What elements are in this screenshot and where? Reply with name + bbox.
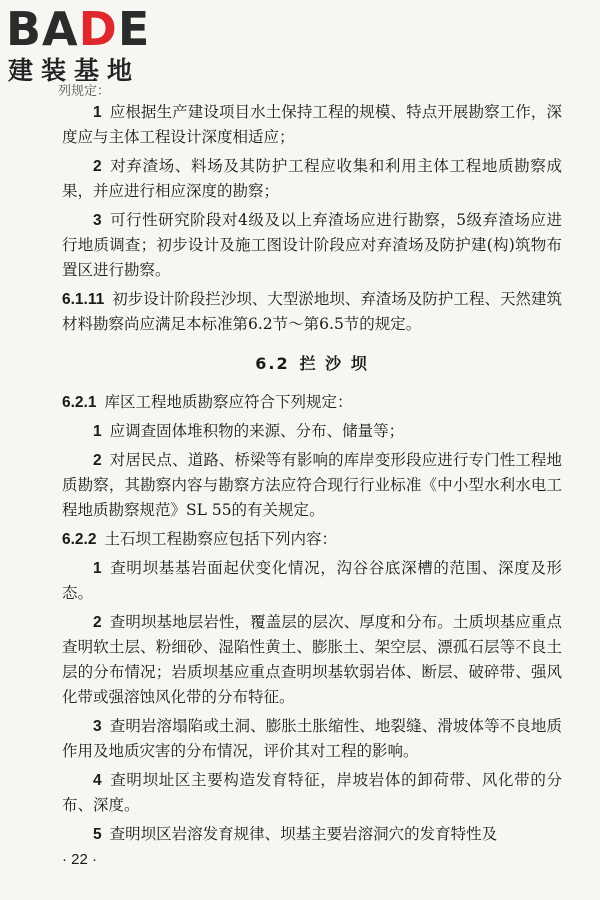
list-item xyxy=(62,822,562,847)
item-text: 查明岩溶塌陷或土洞、膨胀土胀缩性、地裂缝、滑坡体等不良地质作用及地质灾害的分布情况，评价其对工程的影响。 xyxy=(62,717,562,760)
item-text: 应调查固体堆积物的来源、分布、储量等； xyxy=(109,422,405,440)
list-item xyxy=(62,100,562,150)
item-text: 可行性研究阶段对4级及以上弃渣场应进行勘察，5级弃渣场应进行地质调查；初步设计及施工图设计阶段应对弃渣场及防护建(构)筑物布置区进行勘察。 xyxy=(62,211,562,279)
logo-subtitle: 建装基地 xyxy=(8,56,141,85)
item-text: 查明坝区岩溶发育规律、坝基主要岩溶洞穴的发育特性及 xyxy=(109,825,498,843)
item-text: 应根据生产建设项目水土保持工程的规模、特点开展勘察工作，深度应与主体工程设计深度相适应； xyxy=(62,103,562,146)
list-item xyxy=(62,419,562,444)
item-number: 1 xyxy=(93,423,102,440)
cutoff-text: 列规定： xyxy=(58,84,111,99)
list-item xyxy=(62,154,562,204)
clause-number: 6.2.1 xyxy=(62,394,97,411)
item-number: 2 xyxy=(93,158,102,175)
item-number: 3 xyxy=(93,212,102,229)
section-number: 6.2 xyxy=(255,354,290,373)
item-number: 1 xyxy=(93,104,102,121)
logo xyxy=(6,4,186,94)
logo-brand-accent: D xyxy=(78,2,118,56)
clause-number: 6.1.11 xyxy=(62,291,105,308)
list-item xyxy=(62,610,562,710)
page-number: · 22 · xyxy=(62,851,98,868)
item-number: 1 xyxy=(93,560,102,577)
item-number: 2 xyxy=(93,614,102,631)
section-title: 拦 沙 坝 xyxy=(299,354,369,373)
item-text: 查明坝址区主要构造发育特征，岸坡岩体的卸荷带、风化带的分布、深度。 xyxy=(62,771,562,814)
logo-brand-left: BA xyxy=(6,2,79,56)
list-item xyxy=(62,768,562,818)
clause-6-2-1 xyxy=(62,390,562,415)
document-body xyxy=(62,100,562,851)
clause-text: 土石坝工程勘察应包括下列内容： xyxy=(104,530,337,548)
clause-text: 初步设计阶段拦沙坝、大型淤地坝、弃渣场及防护工程、天然建筑材料勘察尚应满足本标准第6.2节～第6.5节的规定。 xyxy=(62,290,562,333)
clause-text: 库区工程地质勘察应符合下列规定： xyxy=(104,393,353,411)
list-item xyxy=(62,714,562,764)
list-item xyxy=(62,556,562,606)
item-text: 查明坝基地层岩性，覆盖层的层次、厚度和分布。土质坝基应重点查明软土层、粉细砂、湿陷性黄土、膨胀土、架空层、漂孤石层等不良土层的分布情况；岩质坝基应重点查明坝基软弱岩体、断层、破碎带、强风化带或强溶蚀风化带的分布特征。 xyxy=(62,613,562,706)
section-heading xyxy=(62,351,562,376)
list-item xyxy=(62,208,562,283)
item-number: 3 xyxy=(93,718,102,735)
item-number: 4 xyxy=(93,772,102,789)
list-item xyxy=(62,448,562,523)
item-text: 对弃渣场、料场及其防护工程应收集和利用主体工程地质勘察成果，并应进行相应深度的勘察； xyxy=(62,157,562,200)
item-number: 5 xyxy=(93,826,102,843)
item-number: 2 xyxy=(93,452,102,469)
item-text: 查明坝基基岩面起伏变化情况，沟谷谷底深槽的范围、深度及形态。 xyxy=(62,559,562,602)
clause-6-1-11 xyxy=(62,287,562,337)
clause-6-2-2 xyxy=(62,527,562,552)
logo-brand-right: E xyxy=(117,2,151,56)
item-text: 对居民点、道路、桥梁等有影响的库岸变形段应进行专门性工程地质勘察，其勘察内容与勘察方法应符合现行行业标准《中小型水利水电工程地质勘察规范》SL 55的有关规定。 xyxy=(62,451,562,519)
clause-number: 6.2.2 xyxy=(62,531,97,548)
logo-brand xyxy=(6,4,150,54)
